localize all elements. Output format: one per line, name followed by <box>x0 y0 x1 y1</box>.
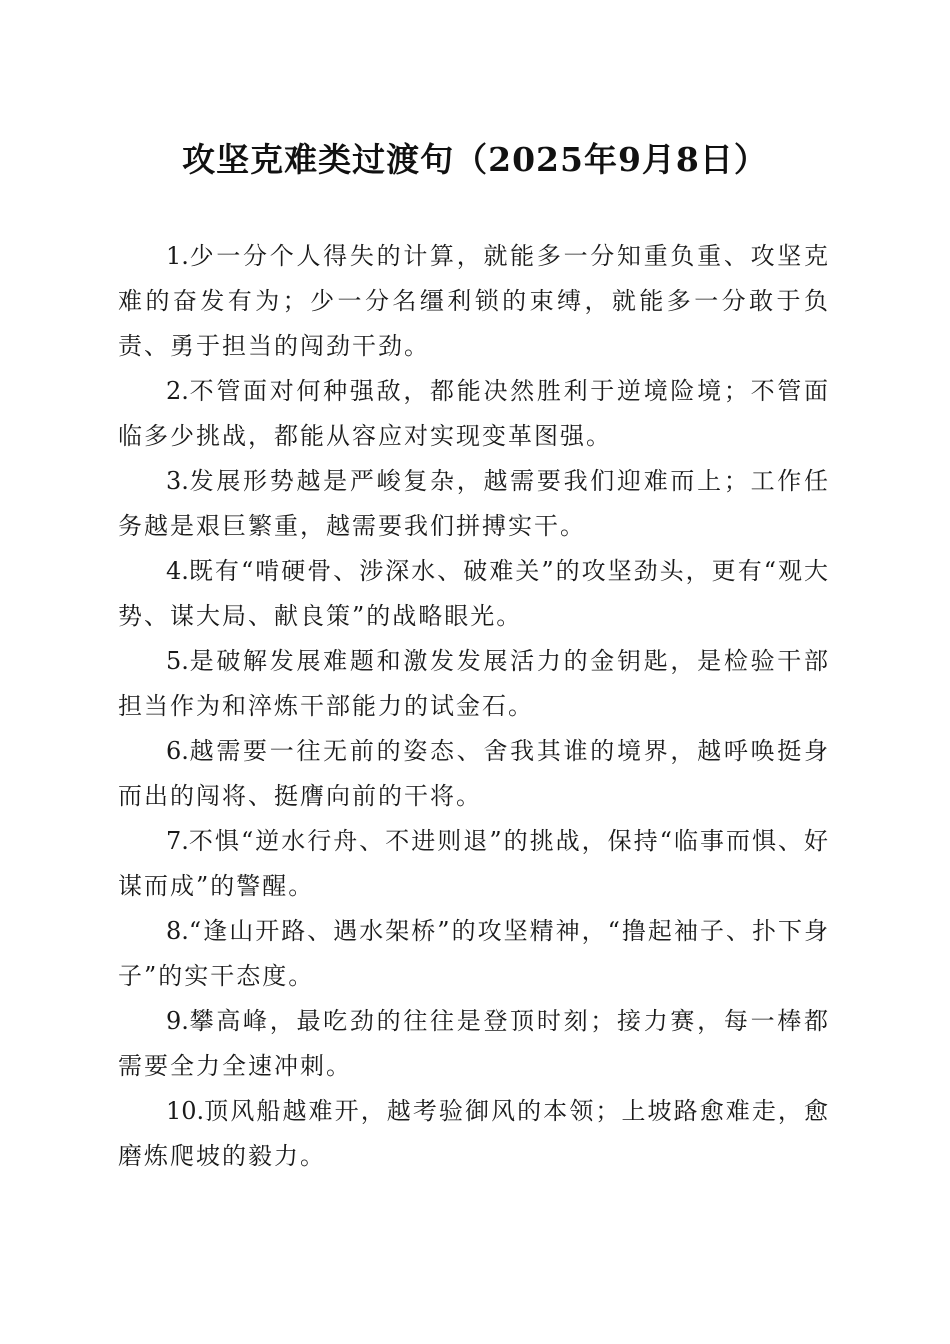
paragraph-4 <box>118 549 830 639</box>
paragraph-text: 既有“啃硬骨、涉深水、破难关”的攻坚劲头，更有“观大势、谋大局、献良策”的战略眼光。 <box>118 557 830 630</box>
paragraph-text: “逢山开路、遇水架桥”的攻坚精神，“撸起袖子、扑下身子”的实干态度。 <box>118 917 830 990</box>
paragraph-text: 发展形势越是严峻复杂，越需要我们迎难而上；工作任务越是艰巨繁重，越需要我们拼搏实干。 <box>118 467 830 540</box>
paragraph-text: 不管面对何种强敌，都能决然胜利于逆境险境；不管面临多少挑战，都能从容应对实现变革图强。 <box>118 377 830 450</box>
paragraph-7 <box>118 819 830 909</box>
paragraph-number: 2. <box>166 377 189 405</box>
paragraph-9 <box>118 999 830 1089</box>
paragraph-number: 3. <box>166 467 189 495</box>
paragraph-text: 是破解发展难题和激发发展活力的金钥匙，是检验干部担当作为和淬炼干部能力的试金石。 <box>118 647 830 720</box>
paragraph-number: 9. <box>166 1007 189 1035</box>
paragraph-number: 7. <box>166 827 189 855</box>
paragraph-text: 攀高峰，最吃劲的往往是登顶时刻；接力赛，每一棒都需要全力全速冲刺。 <box>118 1007 830 1080</box>
page-title: 攻坚克难类过渡句（2025年9月8日） <box>182 140 768 179</box>
paragraph-10 <box>118 1089 830 1179</box>
paragraph-text: 顶风船越难开，越考验御风的本领；上坡路愈难走，愈磨炼爬坡的毅力。 <box>118 1097 830 1170</box>
paragraph-3 <box>118 459 830 549</box>
paragraph-number: 1. <box>166 242 189 270</box>
paragraph-8 <box>118 909 830 999</box>
paragraph-number: 4. <box>166 557 189 585</box>
document-body <box>118 234 830 1179</box>
paragraph-number: 10. <box>166 1097 205 1125</box>
paragraph-6 <box>118 729 830 819</box>
paragraph-number: 8. <box>166 917 189 945</box>
paragraph-1 <box>118 234 830 369</box>
paragraph-text: 越需要一往无前的姿态、舍我其谁的境界，越呼唤挺身而出的闯将、挺膺向前的干将。 <box>118 737 830 810</box>
paragraph-number: 5. <box>166 647 189 675</box>
paragraph-text: 少一分个人得失的计算，就能多一分知重负重、攻坚克难的奋发有为；少一分名缰利锁的束缚，就能多一分敢于负责、勇于担当的闯劲干劲。 <box>118 242 830 360</box>
paragraph-5 <box>118 639 830 729</box>
paragraph-number: 6. <box>166 737 189 765</box>
paragraph-text: 不惧“逆水行舟、不进则退”的挑战，保持“临事而惧、好谋而成”的警醒。 <box>118 827 830 900</box>
paragraph-2 <box>118 369 830 459</box>
